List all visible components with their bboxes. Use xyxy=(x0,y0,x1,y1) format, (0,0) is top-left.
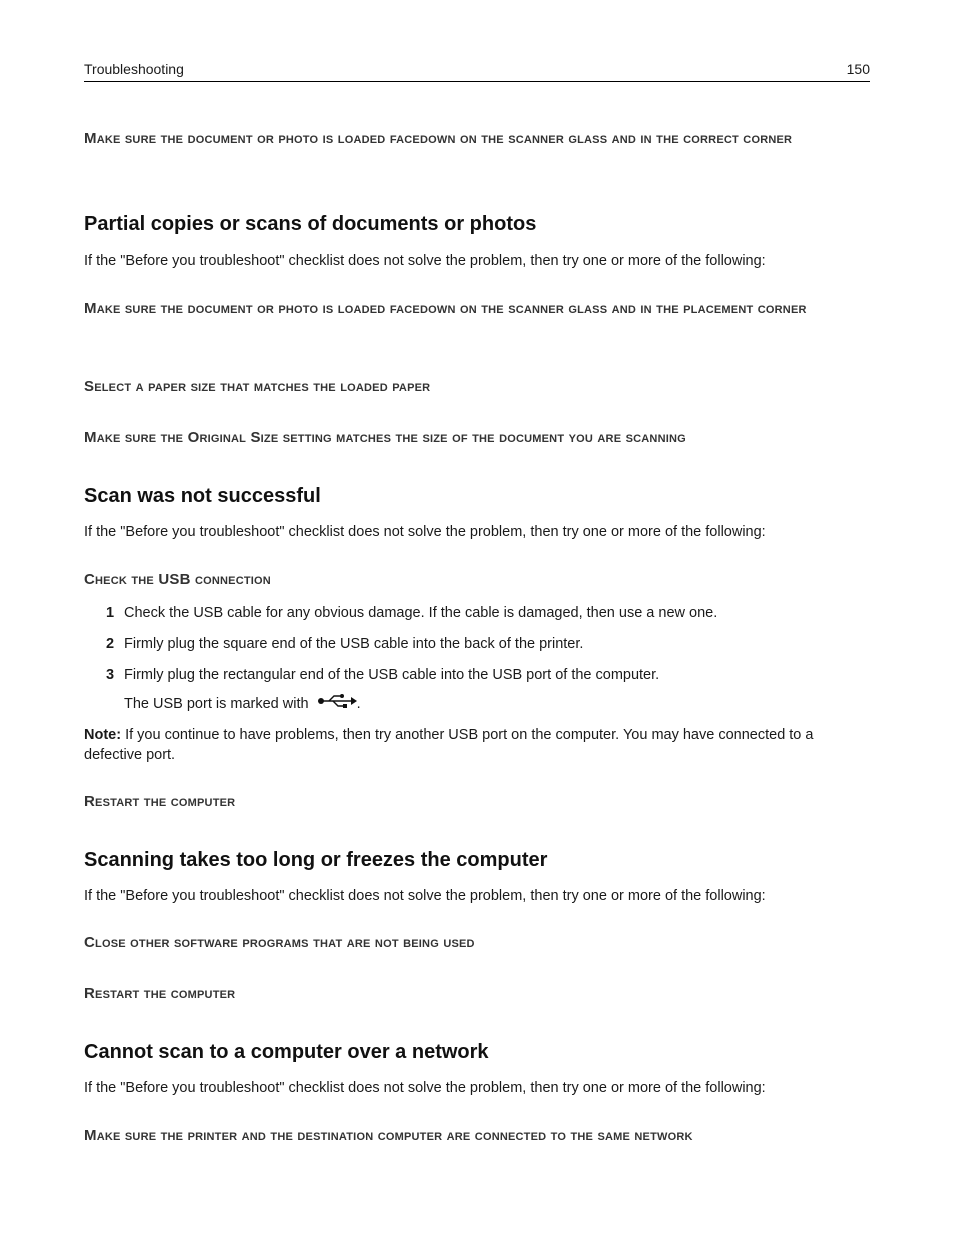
section-title-scan-not-successful: Scan was not successful xyxy=(84,485,321,507)
step-text: Firmly plug the rectangular end of the USB cable into the USB port of the computer. xyxy=(124,667,660,683)
step-number: 3 xyxy=(106,667,115,683)
section-intro: If the "Before you troubleshoot" checklist does not solve the problem, then try one or more of the following: xyxy=(84,1080,766,1096)
step-text: Firmly plug the square end of the USB cable into the back of the printer. xyxy=(124,636,584,652)
list-item xyxy=(84,665,870,685)
step-number: 1 xyxy=(106,605,115,621)
subheading-paper-size: Select a paper size that matches the loaded paper xyxy=(84,378,431,395)
section-intro: If the "Before you troubleshoot" checklist does not solve the problem, then try one or more of the following: xyxy=(84,524,766,540)
page-number: 150 xyxy=(846,61,870,77)
usb-port-line xyxy=(124,693,870,715)
usb-icon xyxy=(317,693,357,715)
section-intro: If the "Before you troubleshoot" checklist does not solve the problem, then try one or more of the following: xyxy=(84,253,766,269)
list-item xyxy=(84,603,870,623)
note-label: Note: xyxy=(84,727,122,743)
subheading-facedown-correct-corner: Make sure the document or photo is loaded facedown on the scanner glass and in the correct corner xyxy=(84,130,793,147)
usb-port-end: . xyxy=(356,695,361,712)
subheading-restart-computer: Restart the computer xyxy=(84,793,236,810)
note-paragraph xyxy=(84,725,870,765)
usb-steps-list xyxy=(84,603,870,685)
subheading-check-usb: Check the USB connection xyxy=(84,571,271,588)
step-number: 2 xyxy=(106,636,115,652)
subheading-same-network: Make sure the printer and the destination computer are connected to the same network xyxy=(84,1127,693,1144)
running-header xyxy=(84,60,870,82)
usb-port-text: The USB port is marked with xyxy=(124,695,309,712)
header-section-title: Troubleshooting xyxy=(84,61,184,77)
step-text: Check the USB cable for any obvious damage. If the cable is damaged, then use a new one. xyxy=(124,605,718,621)
subheading-facedown-placement-corner: Make sure the document or photo is loaded facedown on the scanner glass and in the placement corner xyxy=(84,300,807,317)
section-title-partial-copies: Partial copies or scans of documents or photos xyxy=(84,213,537,235)
list-item xyxy=(84,634,870,654)
note-text: If you continue to have problems, then try another USB port on the computer. You may have connected to a defective port. xyxy=(84,727,814,763)
section-title-network-scan: Cannot scan to a computer over a network xyxy=(84,1041,489,1063)
subheading-close-programs: Close other software programs that are not being used xyxy=(84,934,475,951)
subheading-restart-computer: Restart the computer xyxy=(84,985,236,1002)
subheading-original-size: Make sure the Original Size setting matches the size of the document you are scanning xyxy=(84,429,686,446)
section-intro: If the "Before you troubleshoot" checklist does not solve the problem, then try one or more of the following: xyxy=(84,888,766,904)
section-title-scanning-slow: Scanning takes too long or freezes the computer xyxy=(84,849,548,871)
